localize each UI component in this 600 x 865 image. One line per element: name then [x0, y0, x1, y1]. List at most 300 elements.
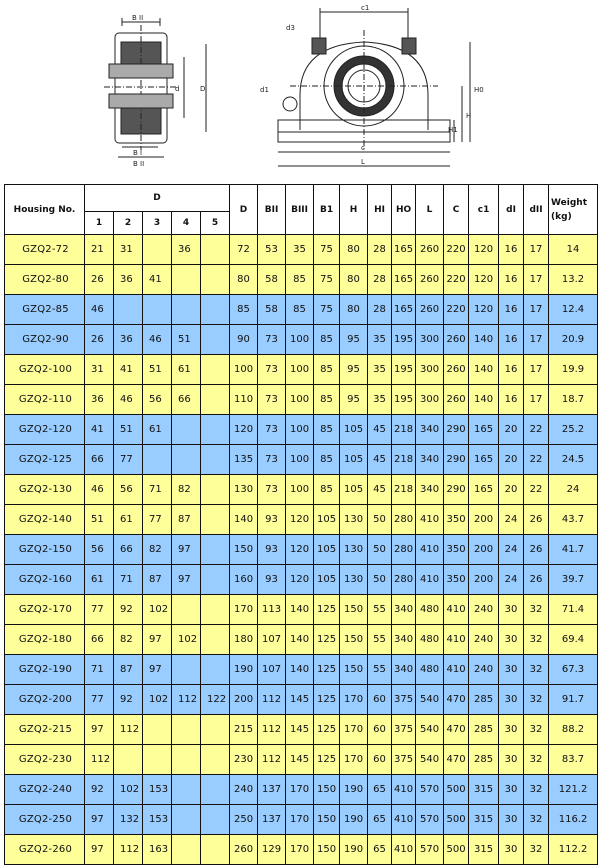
cell-biii: 140 [286, 595, 314, 625]
cell-b1: 125 [314, 745, 340, 775]
cell-d5 [201, 475, 230, 505]
cell-d2: 61 [114, 505, 143, 535]
cell-d: 150 [230, 535, 258, 565]
cell-d2: 36 [114, 325, 143, 355]
table-row [5, 565, 598, 595]
cell-d: 180 [230, 625, 258, 655]
cell-d3: 56 [143, 385, 172, 415]
cell-housing: GZQ2-140 [5, 505, 85, 535]
cell-di: 30 [499, 595, 524, 625]
cell-d3: 51 [143, 355, 172, 385]
label-c1: c1 [361, 4, 370, 12]
cell-h: 130 [340, 505, 368, 535]
cell-l: 480 [416, 625, 444, 655]
cell-biii: 140 [286, 655, 314, 685]
cell-b1: 125 [314, 625, 340, 655]
cell-d4 [172, 715, 201, 745]
cell-ho: 410 [392, 835, 416, 865]
cell-b1: 105 [314, 505, 340, 535]
cell-ho: 195 [392, 385, 416, 415]
cell-b1: 105 [314, 565, 340, 595]
cell-d: 260 [230, 835, 258, 865]
cell-ho: 165 [392, 295, 416, 325]
front-view [278, 8, 470, 166]
cell-d4: 82 [172, 475, 201, 505]
table-row [5, 445, 598, 475]
cell-d5 [201, 805, 230, 835]
cell-h: 130 [340, 565, 368, 595]
cell-ho: 280 [392, 565, 416, 595]
cell-d2: 66 [114, 535, 143, 565]
cell-d: 130 [230, 475, 258, 505]
cell-h: 95 [340, 355, 368, 385]
cell-c: 220 [444, 295, 469, 325]
label-h1: H1 [448, 126, 458, 134]
cell-weight: 116.2 [549, 805, 598, 835]
cell-h: 130 [340, 535, 368, 565]
cell-hi: 65 [368, 775, 392, 805]
cell-d4 [172, 655, 201, 685]
cell-d1: 26 [85, 265, 114, 295]
cell-dii: 32 [524, 715, 549, 745]
cell-di: 24 [499, 505, 524, 535]
cell-h: 95 [340, 385, 368, 415]
header-d-sub-1: 1 [85, 212, 114, 235]
cell-hi: 55 [368, 625, 392, 655]
cell-ho: 165 [392, 235, 416, 265]
cell-d: 100 [230, 355, 258, 385]
header-bii: BII [258, 185, 286, 235]
cell-h: 150 [340, 595, 368, 625]
cell-d5 [201, 775, 230, 805]
header-row [5, 185, 598, 212]
cell-b1: 85 [314, 385, 340, 415]
cell-d2: 36 [114, 265, 143, 295]
cell-dii: 17 [524, 385, 549, 415]
cell-l: 540 [416, 685, 444, 715]
cell-biii: 85 [286, 295, 314, 325]
cell-c: 410 [444, 625, 469, 655]
cell-di: 30 [499, 655, 524, 685]
table-row [5, 235, 598, 265]
cell-d5 [201, 655, 230, 685]
cell-di: 30 [499, 685, 524, 715]
header-d-sub-5: 5 [201, 212, 230, 235]
cell-h: 105 [340, 415, 368, 445]
cell-di: 30 [499, 775, 524, 805]
cell-d1: 77 [85, 595, 114, 625]
cell-c1: 120 [469, 235, 499, 265]
cell-di: 30 [499, 745, 524, 775]
cell-h: 190 [340, 805, 368, 835]
table-row [5, 835, 598, 865]
cell-l: 260 [416, 265, 444, 295]
cell-c: 220 [444, 265, 469, 295]
cell-d3: 97 [143, 655, 172, 685]
cell-c1: 240 [469, 625, 499, 655]
cell-h: 80 [340, 265, 368, 295]
cell-c1: 165 [469, 475, 499, 505]
cell-ho: 165 [392, 265, 416, 295]
cell-l: 300 [416, 385, 444, 415]
cell-d: 72 [230, 235, 258, 265]
cell-d5 [201, 535, 230, 565]
cell-d3: 46 [143, 325, 172, 355]
cell-housing: GZQ2-190 [5, 655, 85, 685]
cell-d4: 112 [172, 685, 201, 715]
cell-bii: 73 [258, 355, 286, 385]
label-c: c [361, 144, 365, 152]
cell-biii: 100 [286, 445, 314, 475]
cell-b1: 75 [314, 235, 340, 265]
cell-bii: 112 [258, 745, 286, 775]
cell-dii: 26 [524, 565, 549, 595]
cell-d1: 71 [85, 655, 114, 685]
cell-dii: 32 [524, 805, 549, 835]
cell-l: 260 [416, 295, 444, 325]
cell-b1: 125 [314, 715, 340, 745]
cell-c: 260 [444, 355, 469, 385]
cell-weight: 18.7 [549, 385, 598, 415]
cell-l: 570 [416, 835, 444, 865]
label-l: L [361, 158, 365, 166]
cell-d: 250 [230, 805, 258, 835]
cell-h: 80 [340, 235, 368, 265]
cell-di: 16 [499, 385, 524, 415]
label-d3: d3 [286, 24, 295, 32]
cell-hi: 28 [368, 265, 392, 295]
table-row [5, 325, 598, 355]
cell-di: 16 [499, 235, 524, 265]
cell-housing: GZQ2-250 [5, 805, 85, 835]
cell-bii: 73 [258, 415, 286, 445]
cell-c1: 120 [469, 295, 499, 325]
cell-c: 290 [444, 445, 469, 475]
cell-c1: 165 [469, 445, 499, 475]
cell-biii: 85 [286, 265, 314, 295]
cell-hi: 35 [368, 385, 392, 415]
cell-d1: 21 [85, 235, 114, 265]
cell-bii: 107 [258, 655, 286, 685]
cell-c1: 200 [469, 505, 499, 535]
cell-biii: 100 [286, 475, 314, 505]
cell-c: 260 [444, 385, 469, 415]
cell-hi: 35 [368, 325, 392, 355]
cell-ho: 218 [392, 445, 416, 475]
cell-c: 470 [444, 745, 469, 775]
cell-l: 570 [416, 805, 444, 835]
cell-dii: 32 [524, 655, 549, 685]
cell-b1: 85 [314, 445, 340, 475]
cell-dii: 32 [524, 775, 549, 805]
cell-d5 [201, 325, 230, 355]
cell-d3: 163 [143, 835, 172, 865]
table-row [5, 715, 598, 745]
cell-l: 570 [416, 775, 444, 805]
cell-d5 [201, 355, 230, 385]
cell-d1: 46 [85, 475, 114, 505]
cell-ho: 218 [392, 475, 416, 505]
cell-d5: 122 [201, 685, 230, 715]
cell-hi: 50 [368, 565, 392, 595]
label-d-small: d [175, 85, 180, 93]
header-housing: Housing No. [5, 185, 85, 235]
cell-d1: 97 [85, 715, 114, 745]
cell-d5 [201, 385, 230, 415]
cell-biii: 120 [286, 505, 314, 535]
cell-dii: 17 [524, 295, 549, 325]
cell-bii: 58 [258, 295, 286, 325]
cell-d3: 102 [143, 595, 172, 625]
cell-d3: 61 [143, 415, 172, 445]
cell-d2: 31 [114, 235, 143, 265]
cell-hi: 45 [368, 445, 392, 475]
cell-b1: 125 [314, 595, 340, 625]
cell-b1: 150 [314, 775, 340, 805]
cell-bii: 93 [258, 565, 286, 595]
cell-d4 [172, 775, 201, 805]
table-body [5, 235, 598, 865]
header-ho: HO [392, 185, 416, 235]
cell-d2: 92 [114, 685, 143, 715]
cell-d: 230 [230, 745, 258, 775]
cell-d1: 51 [85, 505, 114, 535]
cell-d1: 31 [85, 355, 114, 385]
cell-hi: 55 [368, 655, 392, 685]
cell-d: 240 [230, 775, 258, 805]
header-c: C [444, 185, 469, 235]
cell-d: 200 [230, 685, 258, 715]
cell-l: 480 [416, 595, 444, 625]
cell-b1: 105 [314, 535, 340, 565]
label-bi: B I [133, 149, 143, 157]
table-row [5, 595, 598, 625]
cell-d1: 56 [85, 535, 114, 565]
table-row [5, 685, 598, 715]
cell-d1: 97 [85, 805, 114, 835]
cell-d2: 82 [114, 625, 143, 655]
header-weight [549, 185, 598, 235]
cell-c1: 165 [469, 415, 499, 445]
cell-d: 190 [230, 655, 258, 685]
cell-b1: 150 [314, 835, 340, 865]
cell-d3: 87 [143, 565, 172, 595]
cell-bii: 93 [258, 535, 286, 565]
cell-d: 160 [230, 565, 258, 595]
cell-housing: GZQ2-125 [5, 445, 85, 475]
cell-d5 [201, 715, 230, 745]
cell-housing: GZQ2-200 [5, 685, 85, 715]
cell-d5 [201, 505, 230, 535]
cell-di: 16 [499, 355, 524, 385]
cell-d2: 77 [114, 445, 143, 475]
cell-weight: 112.2 [549, 835, 598, 865]
cell-d3 [143, 745, 172, 775]
cell-housing: GZQ2-85 [5, 295, 85, 325]
cell-h: 190 [340, 835, 368, 865]
table-row [5, 295, 598, 325]
cell-housing: GZQ2-215 [5, 715, 85, 745]
table-row [5, 805, 598, 835]
cell-l: 480 [416, 655, 444, 685]
cell-l: 340 [416, 475, 444, 505]
cell-b1: 85 [314, 415, 340, 445]
cell-bii: 73 [258, 475, 286, 505]
cell-hi: 65 [368, 835, 392, 865]
cell-d4: 51 [172, 325, 201, 355]
cell-hi: 35 [368, 355, 392, 385]
cell-d: 215 [230, 715, 258, 745]
cell-d5 [201, 415, 230, 445]
cell-di: 30 [499, 835, 524, 865]
cell-biii: 100 [286, 325, 314, 355]
cell-c: 290 [444, 415, 469, 445]
cell-dii: 22 [524, 475, 549, 505]
cell-d5 [201, 745, 230, 775]
table-row [5, 265, 598, 295]
cell-c: 470 [444, 685, 469, 715]
cell-d3: 82 [143, 535, 172, 565]
cell-di: 20 [499, 475, 524, 505]
drawing-svg [0, 0, 600, 182]
cell-bii: 137 [258, 775, 286, 805]
cell-c1: 285 [469, 715, 499, 745]
table-row [5, 415, 598, 445]
cell-c1: 140 [469, 325, 499, 355]
cell-biii: 100 [286, 385, 314, 415]
cell-d5 [201, 595, 230, 625]
cell-d2: 112 [114, 835, 143, 865]
cell-d3: 41 [143, 265, 172, 295]
cell-d5 [201, 295, 230, 325]
cell-h: 150 [340, 625, 368, 655]
cell-b1: 125 [314, 655, 340, 685]
cell-bii: 58 [258, 265, 286, 295]
cell-d3 [143, 235, 172, 265]
cell-housing: GZQ2-150 [5, 535, 85, 565]
cell-dii: 17 [524, 325, 549, 355]
cell-d: 80 [230, 265, 258, 295]
cell-housing: GZQ2-260 [5, 835, 85, 865]
cell-l: 300 [416, 355, 444, 385]
cell-housing: GZQ2-230 [5, 745, 85, 775]
cell-d1: 92 [85, 775, 114, 805]
cell-dii: 32 [524, 745, 549, 775]
table-row [5, 745, 598, 775]
cell-d4 [172, 805, 201, 835]
cell-c: 350 [444, 565, 469, 595]
cell-d5 [201, 625, 230, 655]
header-d-sub-3: 3 [143, 212, 172, 235]
cell-housing: GZQ2-130 [5, 475, 85, 505]
cell-weight: 25.2 [549, 415, 598, 445]
cell-c1: 140 [469, 385, 499, 415]
cell-d3: 102 [143, 685, 172, 715]
table-row [5, 775, 598, 805]
cell-h: 80 [340, 295, 368, 325]
cell-housing: GZQ2-80 [5, 265, 85, 295]
table-row [5, 475, 598, 505]
cell-bii: 107 [258, 625, 286, 655]
cell-h: 105 [340, 445, 368, 475]
cell-d4 [172, 445, 201, 475]
cell-d: 120 [230, 415, 258, 445]
cell-c1: 285 [469, 745, 499, 775]
cell-weight: 41.7 [549, 535, 598, 565]
cell-di: 20 [499, 445, 524, 475]
cell-d4: 97 [172, 535, 201, 565]
cell-di: 24 [499, 535, 524, 565]
cell-h: 170 [340, 715, 368, 745]
cell-c: 500 [444, 835, 469, 865]
cell-d2: 112 [114, 715, 143, 745]
cell-d2: 46 [114, 385, 143, 415]
table-row [5, 535, 598, 565]
cell-d: 170 [230, 595, 258, 625]
cell-d: 85 [230, 295, 258, 325]
header-hi: HI [368, 185, 392, 235]
cell-d4: 61 [172, 355, 201, 385]
section-view [104, 18, 206, 157]
cell-d2: 132 [114, 805, 143, 835]
cell-di: 24 [499, 565, 524, 595]
cell-h: 105 [340, 475, 368, 505]
cell-d1: 66 [85, 445, 114, 475]
cell-biii: 170 [286, 805, 314, 835]
cell-c1: 200 [469, 565, 499, 595]
cell-d2: 56 [114, 475, 143, 505]
cell-weight: 13.2 [549, 265, 598, 295]
cell-d3: 97 [143, 625, 172, 655]
header-l: L [416, 185, 444, 235]
cell-di: 16 [499, 325, 524, 355]
cell-housing: GZQ2-110 [5, 385, 85, 415]
cell-biii: 145 [286, 715, 314, 745]
cell-d: 110 [230, 385, 258, 415]
cell-ho: 280 [392, 505, 416, 535]
cell-weight: 19.9 [549, 355, 598, 385]
cell-di: 20 [499, 415, 524, 445]
cell-dii: 26 [524, 535, 549, 565]
cell-l: 540 [416, 715, 444, 745]
cell-d3 [143, 295, 172, 325]
cell-d4 [172, 835, 201, 865]
cell-ho: 375 [392, 745, 416, 775]
header-d-sub-2: 2 [114, 212, 143, 235]
cell-b1: 125 [314, 685, 340, 715]
cell-bii: 93 [258, 505, 286, 535]
cell-d2: 92 [114, 595, 143, 625]
cell-di: 30 [499, 625, 524, 655]
cell-d: 140 [230, 505, 258, 535]
cell-d2: 87 [114, 655, 143, 685]
table-row [5, 505, 598, 535]
cell-d2: 71 [114, 565, 143, 595]
cell-biii: 35 [286, 235, 314, 265]
cell-housing: GZQ2-100 [5, 355, 85, 385]
label-d-large: D [200, 85, 206, 93]
table-row [5, 625, 598, 655]
label-h0: H0 [474, 86, 484, 94]
cell-weight: 71.4 [549, 595, 598, 625]
cell-hi: 50 [368, 535, 392, 565]
cell-dii: 32 [524, 685, 549, 715]
cell-ho: 375 [392, 715, 416, 745]
cell-c1: 240 [469, 595, 499, 625]
cell-dii: 26 [524, 505, 549, 535]
header-c1: c1 [469, 185, 499, 235]
cell-d5 [201, 235, 230, 265]
